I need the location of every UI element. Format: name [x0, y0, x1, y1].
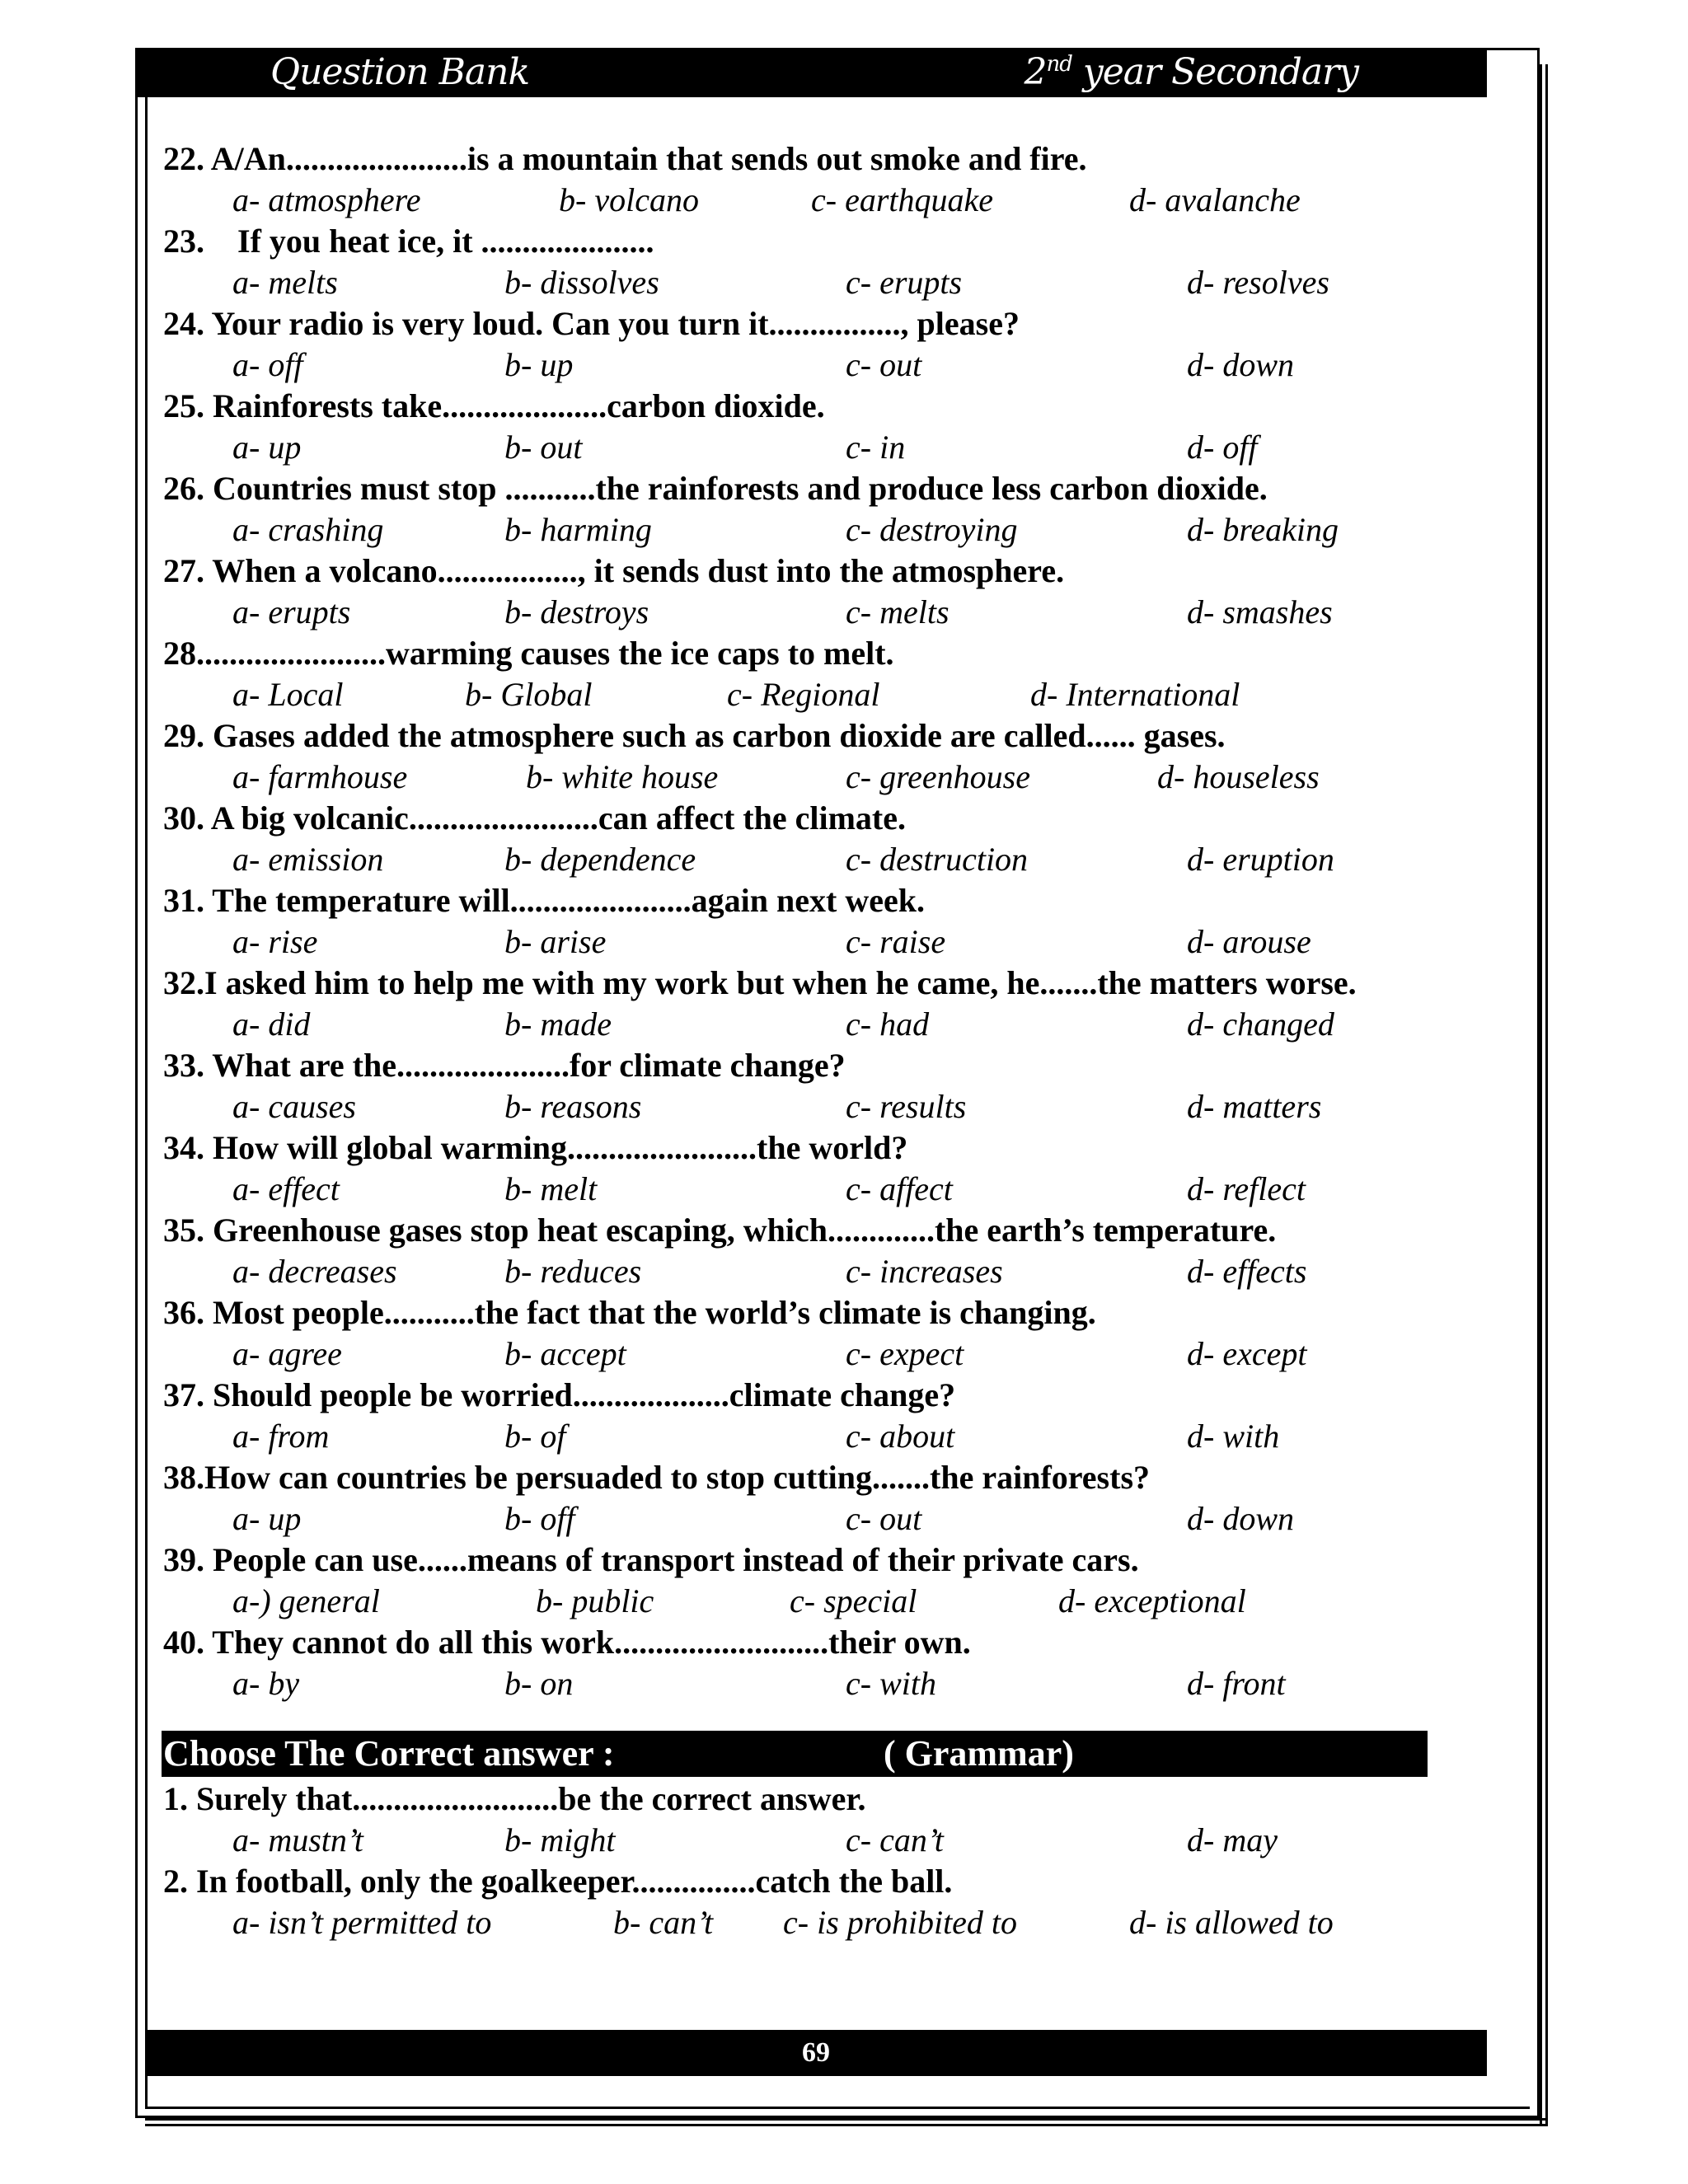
option-b: b- reduces [504, 1253, 642, 1290]
question-stem: 38.How can countries be persuaded to stop cutting.......the rainforests? [163, 1459, 1151, 1496]
question-stem: 34. How will global warming.......................the world? [163, 1129, 908, 1166]
options-row [163, 757, 1498, 798]
option-b: b- harming [504, 511, 652, 548]
option-b: b- might [504, 1821, 616, 1858]
frame-shadow-bottom [145, 2118, 1548, 2126]
option-c: c- destroying [846, 511, 1018, 548]
question-stem: 37. Should people be worried...................climate change? [163, 1376, 956, 1413]
question-stem: 2. In football, only the goalkeeper...............catch the ball. [163, 1863, 953, 1900]
option-a: a- did [232, 1005, 311, 1043]
options-row [163, 1498, 1498, 1540]
frame-shadow-right [1540, 64, 1548, 2126]
option-b: b- off [504, 1500, 575, 1537]
option-a: a- mustn’t [232, 1821, 363, 1858]
question-stem: 27. When a volcano................., it sends dust into the atmosphere. [163, 552, 1065, 589]
header-grade-suffix: nd [1046, 52, 1072, 77]
option-a: a- emission [232, 841, 384, 878]
option-a: a- Local [232, 676, 344, 713]
question-list [163, 138, 1498, 1943]
question-stem: 40. They cannot do all this work..........................their own. [163, 1624, 971, 1661]
option-a: a- causes [232, 1088, 356, 1125]
option-b: b- on [504, 1665, 574, 1702]
option-b: b- of [504, 1418, 566, 1455]
option-d: d- breaking [1187, 511, 1339, 548]
options-row [163, 1663, 1498, 1704]
options-row [163, 1086, 1498, 1127]
question-stem: 28.......................warming causes the ice caps to melt. [163, 635, 894, 672]
option-c: c- with [846, 1665, 936, 1702]
option-d: d- resolves [1187, 264, 1329, 301]
option-a: a- from [232, 1418, 330, 1455]
section-header-grammar [162, 1731, 1428, 1777]
option-c: c- destruction [846, 841, 1029, 878]
options-row [163, 1581, 1498, 1622]
option-a: a- up [232, 429, 302, 466]
option-b: b- melt [504, 1170, 598, 1207]
question-stem: 25. Rainforests take....................carbon dioxide. [163, 387, 825, 424]
options-row [163, 1004, 1498, 1045]
option-a: a- up [232, 1500, 302, 1537]
options-row [163, 344, 1498, 386]
question-stem: 22. A/An......................is a mountain that sends out smoke and fire. [163, 140, 1087, 177]
options-row [163, 1820, 1498, 1861]
options-row [163, 1902, 1498, 1943]
option-c: c- out [846, 346, 922, 383]
question-stem: 29. Gases added the atmosphere such as carbon dioxide are called...... gases. [163, 717, 1226, 754]
option-d: d- changed [1187, 1005, 1334, 1043]
option-a: a- by [232, 1665, 300, 1702]
page-number: 69 [802, 2037, 830, 2068]
option-c: c- greenhouse [846, 758, 1030, 795]
header-title: Question Bank [270, 51, 530, 93]
header-grade-text: year Secondary [1071, 51, 1358, 93]
option-c: c- is prohibited to [783, 1904, 1018, 1941]
option-c: c- earthquake [811, 181, 994, 218]
option-c: c- affect [846, 1170, 953, 1207]
question-stem: 1. Surely that.........................be the correct answer. [163, 1780, 866, 1817]
options-row [163, 674, 1498, 715]
option-d: d- effects [1187, 1253, 1307, 1290]
header-bar [135, 48, 1487, 97]
option-a: a-) general [232, 1582, 380, 1619]
option-b: b- volcano [559, 181, 699, 218]
option-b: b- dissolves [504, 264, 659, 301]
option-a: a- off [232, 346, 303, 383]
question-stem: 23. If you heat ice, it ..................... [163, 223, 654, 260]
option-d: d- down [1187, 346, 1294, 383]
option-b: b- up [504, 346, 574, 383]
inner-border-left [145, 97, 148, 2108]
option-d: d- arouse [1187, 923, 1311, 960]
option-a: a- decreases [232, 1253, 397, 1290]
option-d: d- smashes [1187, 593, 1333, 630]
option-c: c- had [846, 1005, 930, 1043]
option-d: d- off [1187, 429, 1258, 466]
option-d: d- with [1187, 1418, 1280, 1455]
option-d: d- front [1187, 1665, 1286, 1702]
inner-border-bottom [145, 2107, 1530, 2109]
option-c: c- can’t [846, 1821, 944, 1858]
options-row [163, 509, 1498, 551]
option-a: a- melts [232, 264, 338, 301]
option-a: a- isn’t permitted to [232, 1904, 492, 1941]
option-a: a- rise [232, 923, 318, 960]
question-stem: 26. Countries must stop ...........the rainforests and produce less carbon dioxide. [163, 470, 1268, 507]
option-a: a- atmosphere [232, 181, 421, 218]
option-b: b- made [504, 1005, 612, 1043]
option-c: c- expect [846, 1335, 964, 1372]
option-b: b- can’t [613, 1904, 714, 1941]
options-row [163, 1333, 1498, 1375]
option-b: b- destroys [504, 593, 649, 630]
option-b: b- dependence [504, 841, 696, 878]
options-row [163, 1169, 1498, 1210]
option-c: c- raise [846, 923, 946, 960]
question-stem: 36. Most people...........the fact that the world’s climate is changing. [163, 1294, 1096, 1331]
options-row [163, 592, 1498, 633]
option-b: b- arise [504, 923, 607, 960]
option-c: c- melts [846, 593, 950, 630]
option-d: d- is allowed to [1129, 1904, 1334, 1941]
header-grade [1025, 51, 1358, 93]
header-grade-number: 2 [1024, 51, 1047, 93]
option-d: d- International [1030, 676, 1240, 713]
option-c: c- special [790, 1582, 917, 1619]
question-stem: 39. People can use......means of transport instead of their private cars. [163, 1541, 1139, 1578]
option-b: b- public [536, 1582, 654, 1619]
question-stem: 33. What are the.....................for climate change? [163, 1047, 846, 1084]
option-a: a- crashing [232, 511, 384, 548]
option-c: c- Regional [727, 676, 880, 713]
option-c: c- about [846, 1418, 955, 1455]
option-b: b- Global [465, 676, 593, 713]
option-b: b- out [504, 429, 583, 466]
question-stem: 31. The temperature will......................again next week. [163, 882, 926, 919]
option-c: c- out [846, 1500, 922, 1537]
option-d: d- down [1187, 1500, 1294, 1537]
option-c: c- results [846, 1088, 967, 1125]
option-c: c- erupts [846, 264, 963, 301]
option-a: a- erupts [232, 593, 351, 630]
options-row [163, 262, 1498, 303]
options-row [163, 1251, 1498, 1292]
options-row [163, 180, 1498, 221]
options-row [163, 1416, 1498, 1457]
option-b: b- accept [504, 1335, 626, 1372]
option-d: d- exceptional [1058, 1582, 1246, 1619]
question-stem: 35. Greenhouse gases stop heat escaping, which.............the earth’s temperature. [163, 1212, 1277, 1249]
option-a: a- farmhouse [232, 758, 408, 795]
section-title: Choose The Correct answer : [163, 1733, 615, 1774]
section-tag: ( Grammar) [884, 1733, 1074, 1774]
option-a: a- agree [232, 1335, 342, 1372]
option-d: d- matters [1187, 1088, 1322, 1125]
options-row [163, 427, 1498, 468]
option-c: c- increases [846, 1253, 1003, 1290]
option-d: d- reflect [1187, 1170, 1306, 1207]
option-d: d- eruption [1187, 841, 1334, 878]
options-row [163, 921, 1498, 963]
question-stem: 24. Your radio is very loud. Can you turn it................, please? [163, 305, 1020, 342]
footer-bar [145, 2030, 1487, 2076]
option-b: b- white house [526, 758, 719, 795]
question-stem: 32.I asked him to help me with my work but when he came, he.......the matters worse. [163, 964, 1357, 1001]
option-d: d- avalanche [1129, 181, 1301, 218]
option-d: d- houseless [1157, 758, 1320, 795]
option-c: c- in [846, 429, 906, 466]
option-b: b- reasons [504, 1088, 642, 1125]
option-d: d- may [1187, 1821, 1278, 1858]
question-stem: 30. A big volcanic.......................can affect the climate. [163, 799, 906, 837]
option-d: d- except [1187, 1335, 1307, 1372]
option-a: a- effect [232, 1170, 340, 1207]
options-row [163, 839, 1498, 880]
